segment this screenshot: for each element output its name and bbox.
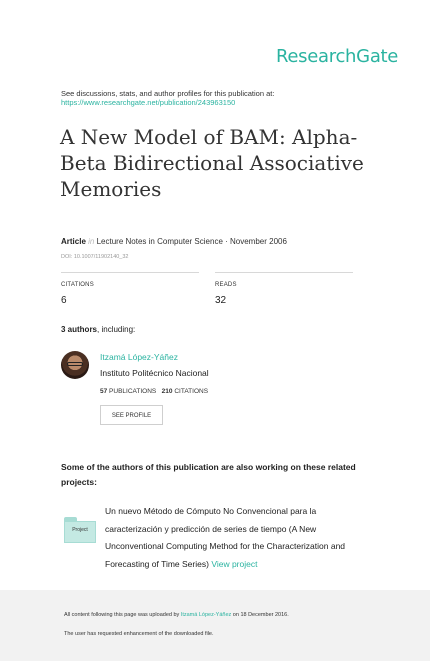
- project-folder-label: Project: [72, 527, 88, 533]
- reads-label: READS: [215, 282, 237, 288]
- venue-date: Lecture Notes in Computer Science · November 2006: [96, 237, 287, 246]
- view-project-link[interactable]: View project: [211, 558, 258, 569]
- project-title: Un nuevo Método de Cómputo No Convencional para la caracterización y predicción de series de tiempo (A New Unconventional Computing Method for the Characterization and Forecasting of Time Series): [105, 506, 346, 569]
- publication-url-link[interactable]: https://www.researchgate.net/publication/243963150: [61, 98, 236, 107]
- authors-including: , including:: [97, 325, 136, 334]
- uploader-link[interactable]: Itzamá López-Yáñez: [180, 612, 232, 618]
- reads-value: 32: [215, 295, 227, 306]
- author-publications-count: 57: [100, 388, 108, 395]
- authors-count: 3 authors: [61, 325, 98, 334]
- author-avatar[interactable]: [61, 351, 89, 379]
- glasses-icon: [67, 362, 83, 366]
- paper-title: A New Model of BAM: Alpha-Beta Bidirectional Associative Memories: [60, 125, 364, 201]
- related-projects-heading: Some of the authors of this publication are also working on these related projects:: [61, 462, 356, 487]
- upload-suffix: on 18 December 2016.: [232, 612, 289, 618]
- footer-request-note: The user has requested enhancement of the downloaded file.: [64, 631, 214, 637]
- citations-label: CITATIONS: [61, 282, 94, 288]
- footer: [0, 590, 430, 661]
- discussions-note: See discussions, stats, and author profiles for this publication at:: [61, 89, 275, 98]
- in-word: in: [88, 237, 95, 246]
- see-profile-button[interactable]: SEE PROFILE: [100, 405, 163, 425]
- researchgate-logo[interactable]: ResearchGate: [276, 46, 399, 67]
- author-institution: Instituto Politécnico Nacional: [100, 368, 209, 378]
- author-stats: [100, 388, 208, 395]
- author-citations-count: 210: [161, 388, 173, 395]
- citations-value: 6: [61, 295, 67, 306]
- author-name-link[interactable]: Itzamá López-Yáñez: [100, 352, 178, 362]
- reads-divider: [215, 272, 353, 273]
- footer-upload-note: [64, 612, 289, 618]
- authors-heading: [61, 325, 135, 334]
- article-type: Article: [61, 237, 86, 246]
- author-publications-label: PUBLICATIONS: [109, 388, 157, 395]
- doi: DOI: 10.1007/11902140_32: [61, 254, 129, 260]
- project-folder-icon: [64, 517, 96, 543]
- citations-divider: [61, 272, 199, 273]
- upload-prefix: All content following this page was uploaded by: [64, 612, 180, 618]
- author-citations-label: CITATIONS: [174, 388, 209, 395]
- project-description: [105, 503, 360, 573]
- article-info: [61, 237, 287, 246]
